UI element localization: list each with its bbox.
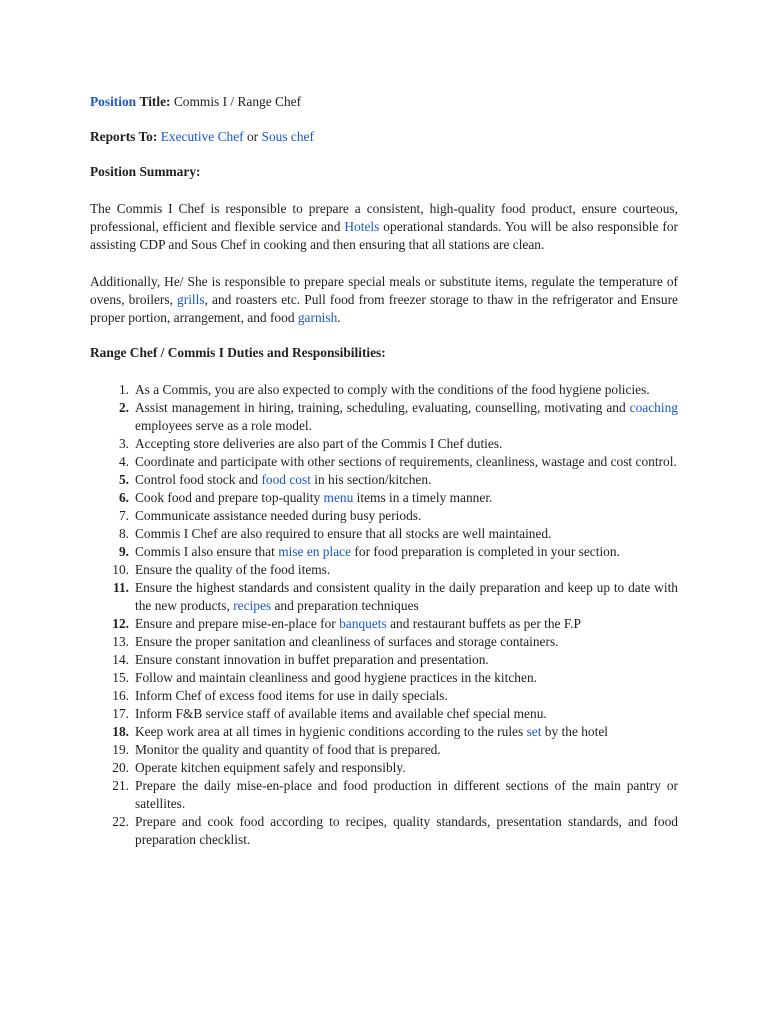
duty-text-tail: and preparation techniques (271, 598, 419, 613)
duty-item (89, 669, 678, 687)
duty-link[interactable]: set (526, 724, 542, 739)
position-summary-heading: Position Summary: (90, 164, 201, 179)
duty-item (89, 561, 678, 579)
duty-number: 21. (112, 778, 129, 793)
duty-number: 17. (112, 706, 129, 721)
duty-text: Commis I Chef are also required to ensure that all stocks are well maintained. (135, 526, 552, 541)
position-title-line (90, 93, 678, 111)
position-label-link[interactable]: Position (90, 94, 137, 109)
summary-paragraph-1 (90, 200, 678, 254)
duty-text: Keep work area at all times in hygienic conditions according to the rules (135, 724, 527, 739)
duty-text: As a Commis, you are also expected to comply with the conditions of the food hygiene policies. (135, 382, 650, 397)
duty-item (89, 507, 678, 525)
summary-p2-text-c: . (337, 310, 341, 325)
duty-item (89, 651, 678, 669)
duty-item (89, 399, 678, 435)
duty-number: 2. (118, 400, 129, 415)
duty-text: Ensure and prepare mise-en-place for (135, 616, 340, 631)
summary-p2-text-b: , and roasters etc. Pull food from freezer storage to thaw in the refrigerator and Ensure proper portion, arrangement, and food (90, 292, 678, 325)
document-content (90, 93, 678, 849)
duty-text: Coordinate and participate with other sections of requirements, cleanliness, wastage and cost control. (135, 454, 677, 469)
summary-p2-text-a: Additionally, He/ She is responsible to prepare special meals or substitute items, regulate the temperature of ovens, broilers, (90, 274, 678, 307)
duty-text: Control food stock and (135, 472, 262, 487)
duty-number: 20. (112, 760, 129, 775)
duty-number: 15. (112, 670, 129, 685)
duty-text: Commis I also ensure that (135, 544, 279, 559)
duty-link[interactable]: recipes (233, 598, 272, 613)
duty-number: 11. (113, 580, 129, 595)
duty-link[interactable]: coaching (629, 400, 678, 415)
duty-number: 5. (118, 472, 129, 487)
summary-p1-text-b: operational standards. You will be also responsible for assisting CDP and Sous Chef in cooking and then ensuring that all stations are clean. (90, 219, 678, 252)
duty-number: 18. (112, 724, 129, 739)
reports-to-label: Reports To: (90, 129, 158, 144)
duty-text: Cook food and prepare top-quality (135, 490, 324, 505)
duty-item (89, 525, 678, 543)
position-title-value: Commis I / Range Chef (173, 94, 302, 109)
duty-text: Ensure the highest standards and consistent quality in the daily preparation and keep up to date with the new products, (135, 580, 678, 613)
duty-link[interactable]: mise en place (278, 544, 352, 559)
duty-number: 9. (118, 544, 129, 559)
duty-number: 7. (118, 508, 129, 523)
duty-number: 8. (118, 526, 129, 541)
duty-number: 19. (112, 742, 129, 757)
duty-item (89, 489, 678, 507)
duty-item (89, 813, 678, 849)
duty-number: 6. (118, 490, 129, 505)
duty-text: Monitor the quality and quantity of food that is prepared. (135, 742, 441, 757)
duty-item (89, 543, 678, 561)
duty-number: 4. (118, 454, 129, 469)
duty-text: Inform F&B service staff of available items and available chef special menu. (135, 706, 547, 721)
duty-item (89, 777, 678, 813)
duty-number: 10. (112, 562, 129, 577)
duty-item (89, 435, 678, 453)
duty-number: 1. (118, 382, 129, 397)
duty-text: Ensure constant innovation in buffet preparation and presentation. (135, 652, 489, 667)
summary-p1-text-a: The Commis I Chef is responsible to prepare a consistent, high-quality food product, ensure courteous, professional, efficient and flexible service and (90, 201, 678, 234)
duty-link[interactable]: menu (323, 490, 354, 505)
title-label: Title: (139, 94, 171, 109)
duty-text: Communicate assistance needed during busy periods. (135, 508, 422, 523)
duty-text: Inform Chef of excess food items for use in daily specials. (135, 688, 448, 703)
duty-item (89, 453, 678, 471)
duty-text-tail: employees serve as a role model. (135, 418, 312, 433)
duty-text-tail: and restaurant buffets as per the F.P (386, 616, 581, 631)
duty-item (89, 615, 678, 633)
duties-list (90, 381, 678, 849)
duty-item (89, 471, 678, 489)
duty-text: Prepare the daily mise-en-place and food production in different sections of the main pantry or satellites. (135, 778, 678, 811)
duty-text: Prepare and cook food according to recipes, quality standards, presentation standards, and food preparation checklist. (135, 814, 678, 847)
duty-item (89, 705, 678, 723)
duty-link[interactable]: food cost (261, 472, 311, 487)
duty-number: 12. (112, 616, 129, 631)
duty-text-tail: for food preparation is completed in your section. (351, 544, 620, 559)
duty-number: 14. (112, 652, 129, 667)
duty-item (89, 759, 678, 777)
duty-number: 3. (118, 436, 129, 451)
grills-link[interactable]: grills (177, 292, 205, 307)
duty-text: Operate kitchen equipment safely and responsibly. (135, 760, 406, 775)
executive-chef-link[interactable]: Executive Chef (160, 129, 244, 144)
garnish-link[interactable]: garnish (297, 310, 338, 325)
duty-item (89, 381, 678, 399)
duty-number: 22. (112, 814, 129, 829)
duty-text-tail: items in a timely manner. (353, 490, 493, 505)
duties-heading: Range Chef / Commis I Duties and Responsibilities: (90, 345, 386, 360)
reports-to-line (90, 128, 678, 146)
summary-paragraph-2 (90, 273, 678, 327)
duty-text: Ensure the proper sanitation and cleanliness of surfaces and storage containers. (135, 634, 559, 649)
sous-chef-link[interactable]: Sous chef (261, 129, 314, 144)
duty-number: 13. (112, 634, 129, 649)
duty-item (89, 741, 678, 759)
duty-text: Follow and maintain cleanliness and good hygiene practices in the kitchen. (135, 670, 537, 685)
duty-item (89, 633, 678, 651)
duty-text: Ensure the quality of the food items. (135, 562, 331, 577)
duty-item (89, 687, 678, 705)
hotels-link[interactable]: Hotels (344, 219, 380, 234)
duty-item (89, 723, 678, 741)
duty-item (89, 579, 678, 615)
duty-link[interactable]: banquets (339, 616, 387, 631)
duty-text-tail: in his section/kitchen. (310, 472, 432, 487)
duty-text: Assist management in hiring, training, scheduling, evaluating, counselling, motivating and (135, 400, 630, 415)
duty-text: Accepting store deliveries are also part of the Commis I Chef duties. (135, 436, 503, 451)
reports-or-text: or (246, 129, 259, 144)
duty-text-tail: by the hotel (541, 724, 609, 739)
duty-number: 16. (112, 688, 129, 703)
